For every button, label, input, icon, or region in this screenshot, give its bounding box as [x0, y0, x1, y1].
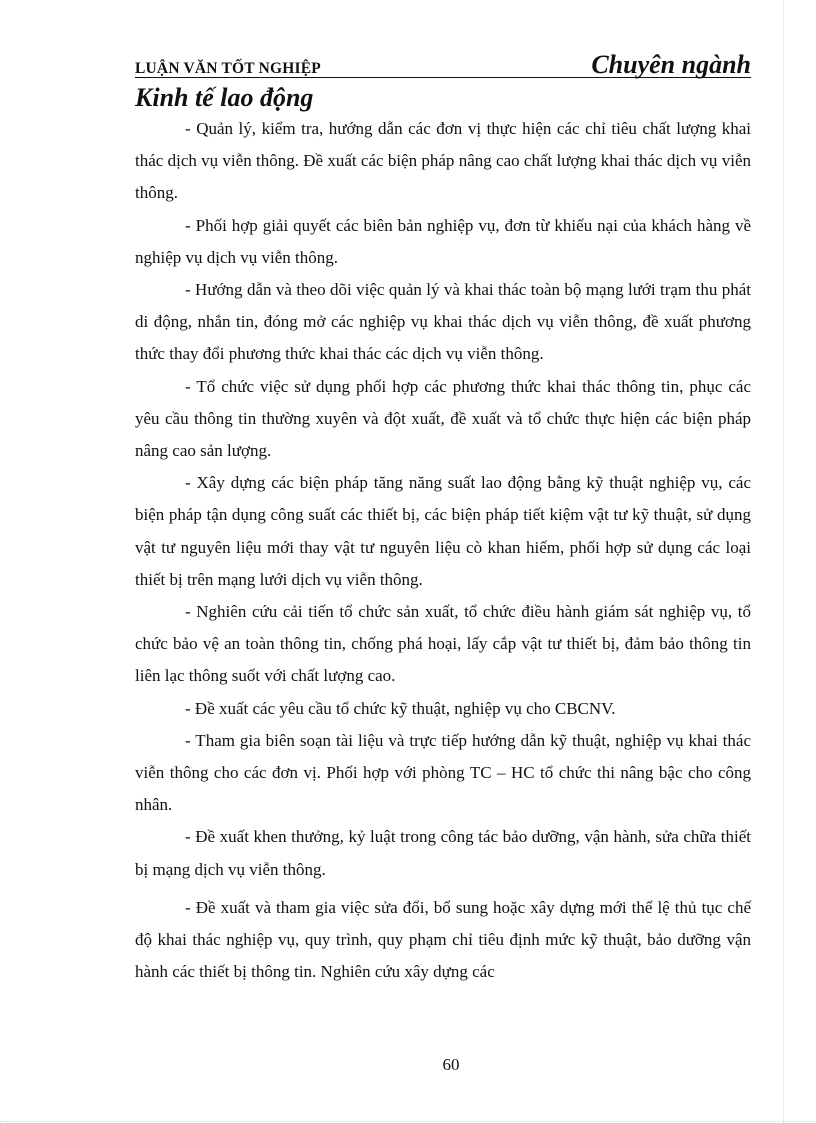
paragraph: - Phối hợp giải quyết các biên bản nghiệp vụ, đơn từ khiếu nại của khách hàng về nghiệp vụ dịch vụ viễn thông.: [135, 215, 751, 267]
page-edge-right: [783, 0, 784, 1123]
paragraph: - Nghiên cứu cải tiến tổ chức sản xuất, tổ chức điều hành giám sát nghiệp vụ, tổ chức bảo vệ an toàn thông tin, chống phá hoại, lấy cắp vật tư thiết bị, đảm bảo thông tin liên lạc thông suốt với chất lượng cao.: [135, 602, 751, 686]
paragraph: - Quản lý, kiểm tra, hướng dẫn các đơn vị thực hiện các chỉ tiêu chất lượng khai thác dịch vụ viễn thông. Đề xuất các biện pháp nâng cao chất lượng khai thác dịch vụ viễn thông.: [135, 119, 751, 203]
paragraph: - Tổ chức việc sử dụng phối hợp các phương thức khai thác thông tin, phục các yêu cầu thông tin thường xuyên và đột xuất, đề xuất và tổ chức thực hiện các biện pháp nâng cao sản lượng.: [135, 376, 751, 461]
paragraph: - Hướng dẫn và theo dõi việc quản lý và khai thác toàn bộ mạng lưới trạm thu phát di động, nhắn tin, đóng mở các nghiệp vụ khai thác dịch vụ viễn thông, đề xuất phương thức thay đổi phương thức khai thác các dịch vụ viễn thông.: [135, 280, 751, 364]
paragraph: - Đề xuất khen thưởng, kỷ luật trong công tác bảo dưỡng, vận hành, sửa chữa thiết bị mạng dịch vụ viễn thông.: [135, 827, 751, 879]
page-header: [135, 50, 751, 84]
header-major-label: Chuyên ngành: [591, 50, 751, 79]
document-body: [135, 113, 751, 988]
paragraph: - Xây dựng các biện pháp tăng năng suất lao động bằng kỹ thuật nghiệp vụ, các biện pháp tận dụng công suất các thiết bị, các biện pháp tiết kiệm vật tư kỹ thuật, sử dụng vật tư nguyên liệu mới thay vật tư nguyên liệu cò khan hiếm, phối hợp sử dụng các loại thiết bị trên mạng lưới dịch vụ viễn thông.: [135, 473, 751, 589]
page-number: 60: [442, 1055, 460, 1074]
paragraph: - Đề xuất và tham gia việc sửa đổi, bổ sung hoặc xây dựng mới thể lệ thủ tục chế độ khai thác nghiệp vụ, quy trình, quy phạm chỉ tiêu định mức kỹ thuật, bảo dưỡng vận hành các thiết bị thông tin. Nghiên cứu xây dựng các: [135, 897, 751, 982]
header-rule: [135, 77, 751, 78]
page-edge-bottom: [0, 1121, 816, 1122]
paragraph: - Tham gia biên soạn tài liệu và trực tiếp hướng dẫn kỹ thuật, nghiệp vụ khai thác viễn thông cho các đơn vị. Phối hợp với phòng TC – HC tổ chức thi nâng bậc cho công nhân.: [135, 730, 751, 815]
paragraph: - Đề xuất các yêu cầu tổ chức kỹ thuật, nghiệp vụ cho CBCNV.: [185, 698, 616, 718]
header-major-name: Kinh tế lao động: [135, 83, 314, 112]
header-thesis-label: LUẬN VĂN TỐT NGHIỆP: [135, 60, 321, 77]
